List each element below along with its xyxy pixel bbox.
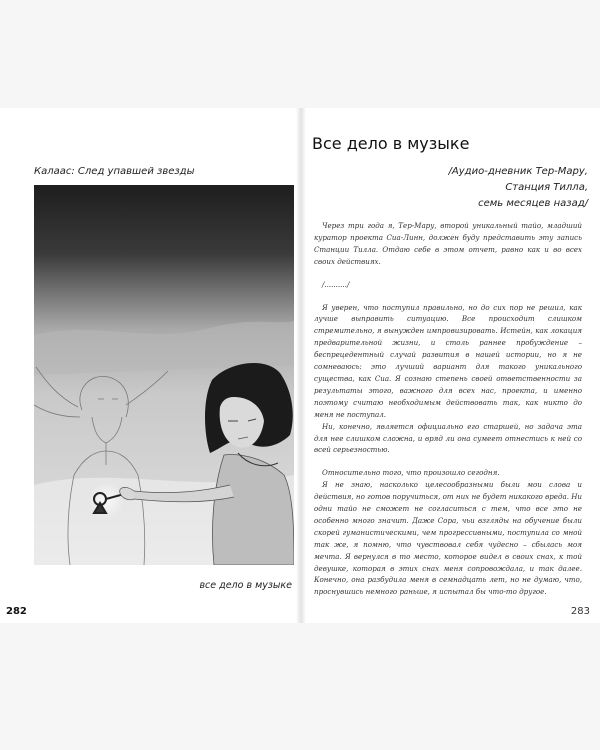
paragraph: Я уверен, что поступил правильно, но до сих пор не решил, как лучше выправить ситуацию. Все происходит слишком стремительно, я вынужден импровизировать. Истейн, как локация предварительной жизни, и столь раннее пробуждение – беспрецедентный случай развития в нашей истории, но я не сомневаюсь: это лучший вариант для такого уникального существа, как Сиа. Я сознаю степень своей ответственности за результаты этого, важного для всех нас, проекта, и именно поэтому считаю необходимым действовать так, как никто до меня не поступал.	[314, 302, 582, 419]
epigraph-line: семь месяцев назад/	[478, 198, 588, 209]
paragraph: Через три года я, Тер-Мару, второй уникальный тайо, младший куратор проекта Сиа-Линн, должен буду представить эту запись Станции Тилла. Отдаю себе в этом отчет, равно как и во всех своих действиях.	[314, 221, 582, 266]
body-text	[314, 220, 582, 598]
book-spread	[0, 108, 600, 623]
book-gutter	[296, 108, 306, 623]
illustration-caption: все дело в музыке	[199, 580, 292, 591]
page-number-right: 283	[570, 606, 590, 617]
paragraph: Я не знаю, насколько целесообразными были мои слова и действия, но готов поручиться, от них не будет никакого вреда. Ни одни тайо не сможет не согласиться с тем, что все это не особенно много значит. Даже Сора, чьи взгляды на обучение были скорей гуманистическими, чем прогрессивными, поступила со мной так же, я помню, что чувствовал себя чудесно – сбылась моя мечта. Я вернулся в то место, которое видел в своих снах, к той девушке, которая в этих снах меня сопровождала, и так далее. Конечно, она разбудила меня в семнадцать лет, но не думаю, что, проснувшись немного раньше, я испытал бы что-то другое.	[314, 480, 582, 597]
page-number-left: 282	[6, 606, 27, 617]
epigraph	[449, 164, 588, 212]
epigraph-line: Станция Тилла,	[505, 182, 588, 193]
paragraph: Ни, конечно, является официально его старшей, но задача эта для нее слишком сложна, и вряд ли она сумеет отнестись к ней со всей серьезностью.	[314, 421, 582, 455]
chapter-title: Все дело в музыке	[312, 134, 470, 153]
running-head: Калаас: След упавшей звезды	[34, 166, 195, 177]
illustration	[34, 185, 294, 565]
epigraph-line: /Аудио-дневник Тер-Мару,	[448, 166, 588, 177]
paragraph: Относительно того, что произошло сегодня.	[322, 468, 500, 478]
paragraph-ellipsis: /........../	[322, 279, 350, 289]
